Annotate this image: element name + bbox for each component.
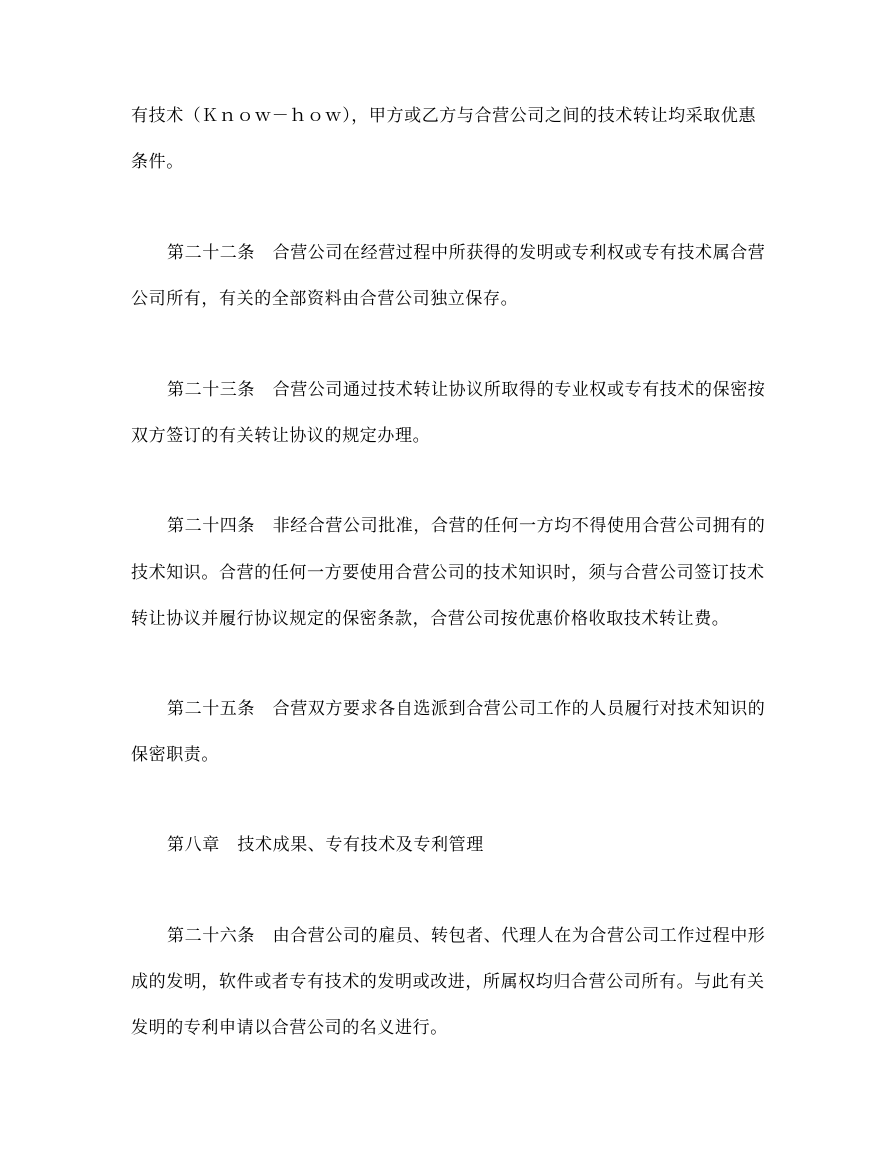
- paragraph-line: 发明的专利申请以合营公司的名义进行。: [131, 1018, 448, 1038]
- paragraph-line: 转让协议并履行协议规定的保密条款，合营公司按优惠价格收取技术转让费。: [131, 609, 730, 629]
- paragraph-line: 技术知识。合营的任何一方要使用合营公司的技术知识时，须与合营公司签订技术: [131, 563, 765, 583]
- paragraph-line: 有技术（Ｋｎｏｗ－ｈｏｗ），甲方或乙方与合营公司之间的技术转让均采取优惠: [131, 106, 757, 126]
- chapter-8-heading: 第八章 技术成果、专有技术及专利管理: [167, 835, 484, 855]
- paragraph-line: 条件。: [131, 152, 184, 172]
- article-25-heading-line: 第二十五条 合营双方要求各自选派到合营公司工作的人员履行对技术知识的: [167, 699, 766, 719]
- paragraph-line: 保密职责。: [131, 745, 219, 765]
- paragraph-line: 双方签订的有关转让协议的规定办理。: [131, 426, 431, 446]
- article-24-heading-line: 第二十四条 非经合营公司批准，合营的任何一方均不得使用合营公司拥有的: [167, 516, 766, 536]
- article-22-heading-line: 第二十二条 合营公司在经营过程中所获得的发明或专利权或专有技术属合营: [167, 243, 766, 263]
- article-26-heading-line: 第二十六条 由合营公司的雇员、转包者、代理人在为合营公司工作过程中形: [167, 926, 766, 946]
- article-23-heading-line: 第二十三条 合营公司通过技术转让协议所取得的专业权或专有技术的保密按: [167, 380, 766, 400]
- paragraph-line: 公司所有，有关的全部资料由合营公司独立保存。: [131, 289, 519, 309]
- paragraph-line: 成的发明，软件或者专有技术的发明或改进，所属权均归合营公司所有。与此有关: [131, 972, 765, 992]
